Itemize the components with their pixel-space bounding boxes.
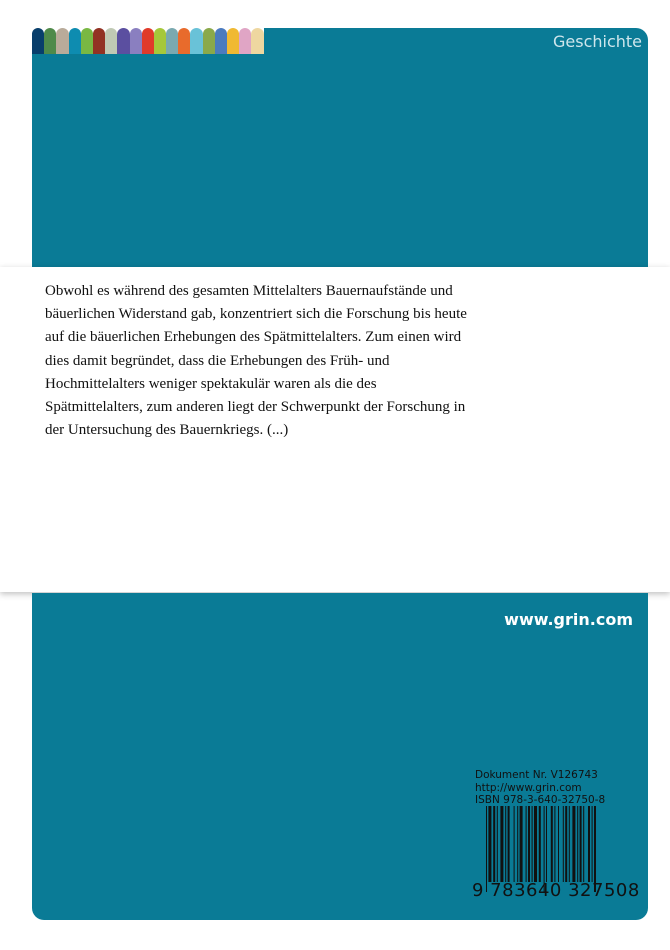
- barcode-bar: [539, 806, 541, 882]
- barcode-bar: [580, 806, 582, 882]
- publisher-url: http://www.grin.com: [475, 781, 582, 794]
- isbn: ISBN 978-3-640-32750-8: [475, 794, 606, 806]
- barcode-bar: [493, 806, 495, 882]
- color-tab: [69, 28, 81, 54]
- barcode-bar: [592, 806, 593, 882]
- barcode-bar: [546, 806, 547, 882]
- barcode-bar: [520, 806, 523, 882]
- color-tab: [130, 28, 142, 54]
- color-tab: [190, 28, 202, 54]
- barcode-bar: [497, 806, 498, 882]
- top-cover-panel: [32, 28, 648, 267]
- color-tab: [81, 28, 93, 54]
- color-tab: [32, 28, 44, 54]
- color-tab: [142, 28, 154, 54]
- barcode-bar: [558, 806, 559, 882]
- barcode-bar: [514, 806, 515, 882]
- color-tab: [154, 28, 166, 54]
- barcode-digits: 9 783640 327508: [472, 880, 640, 901]
- barcode-bar: [577, 806, 578, 882]
- website-label: www.grin.com: [504, 610, 633, 629]
- barcode-bar: [528, 806, 530, 882]
- color-tab: [178, 28, 190, 54]
- color-tab: [251, 28, 263, 54]
- color-tab: [203, 28, 215, 54]
- barcode-bar: [588, 806, 590, 882]
- document-number: Dokument Nr. V126743: [475, 769, 598, 781]
- barcode-bar: [534, 806, 537, 882]
- color-tab: [239, 28, 251, 54]
- color-tab-strip: [32, 28, 264, 54]
- barcode-bar: [583, 806, 584, 882]
- barcode-bar: [551, 806, 553, 882]
- barcode-bar: [526, 806, 527, 882]
- book-meta: [475, 769, 605, 807]
- color-tab: [105, 28, 117, 54]
- barcode-bar: [508, 806, 510, 882]
- color-tab: [227, 28, 239, 54]
- color-tab: [166, 28, 178, 54]
- barcode-bar: [554, 806, 555, 882]
- barcode-bar: [500, 806, 503, 882]
- barcode-bar: [505, 806, 506, 882]
- color-tab: [215, 28, 227, 54]
- barcode-bar: [563, 806, 564, 882]
- color-tab: [117, 28, 129, 54]
- barcode-bar: [517, 806, 518, 882]
- barcode-bar: [569, 806, 570, 882]
- barcode-bar: [572, 806, 575, 882]
- category-label: Geschichte: [552, 32, 642, 51]
- barcode-bar: [565, 806, 567, 882]
- color-tab: [56, 28, 68, 54]
- barcode-bar: [488, 806, 491, 882]
- color-tab: [44, 28, 56, 54]
- barcode-bar: [532, 806, 533, 882]
- color-tab: [93, 28, 105, 54]
- blurb-text: Obwohl es während des gesamten Mittelalters Bauernaufstände und bäuerlichen Widerstand gab, konzentriert sich die Forschung bis heute auf die bäuerlichen Erhebungen des Spätmittelalters. Zum einen wird dies damit begründet, dass die Erhebungen des Früh- und Hochmittelalters weniger spektakulär waren als die des Spätmittelalters, zum anderen liegt der Schwerpunkt der Forschung in der Untersuchung des Bauernkriegs. (...): [45, 283, 467, 439]
